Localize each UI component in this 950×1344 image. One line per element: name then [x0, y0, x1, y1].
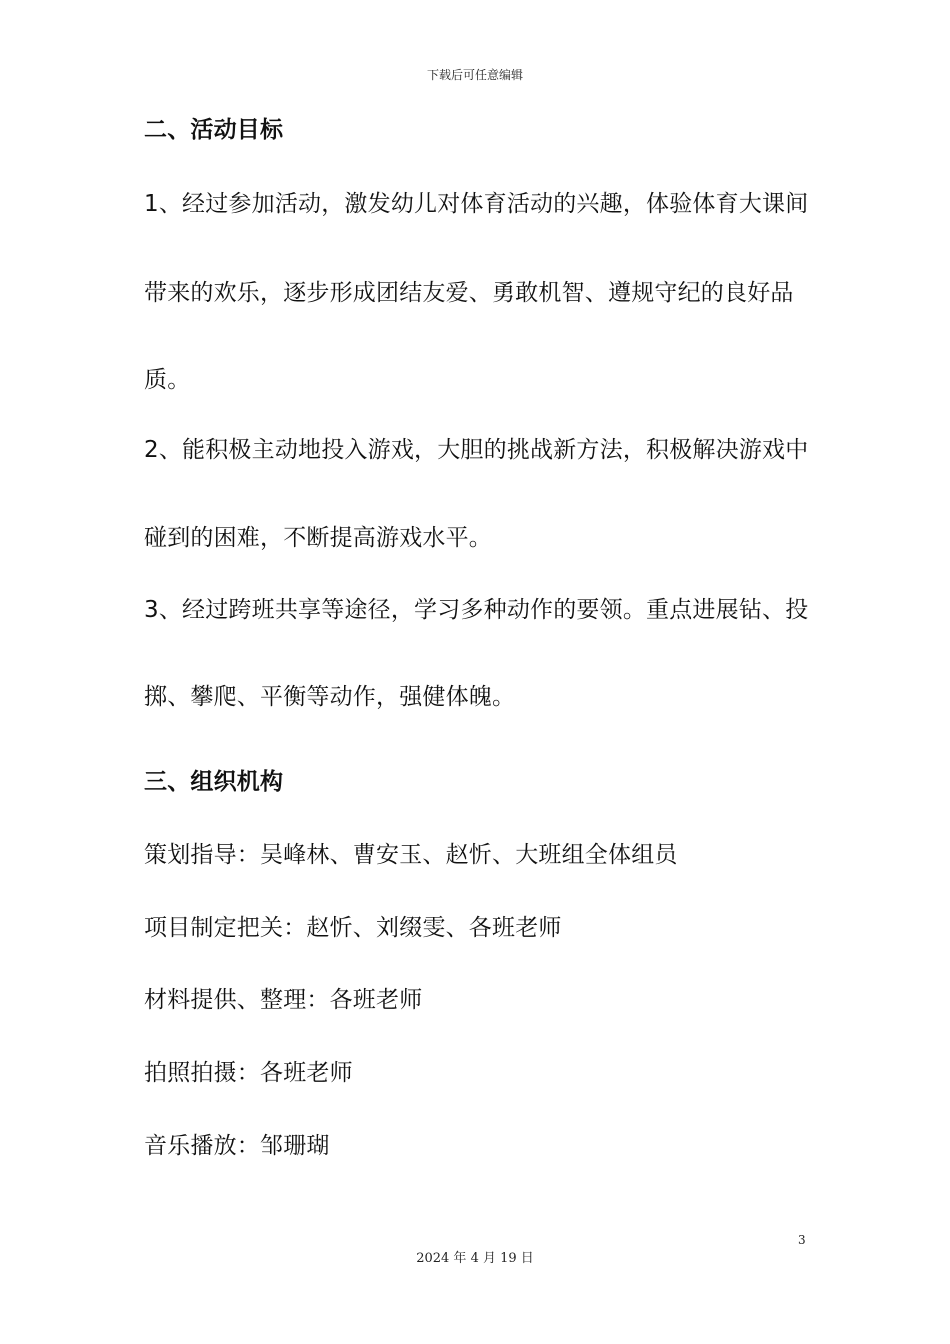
section-heading-goals: 二、活动目标: [144, 117, 284, 143]
paragraph-line: 碰到的困难，不断提高游戏水平。: [144, 525, 492, 551]
paragraph-line: 质。: [144, 367, 191, 393]
footer-date: 2024 年 4 月 19 日: [416, 1251, 534, 1266]
organization-line: 材料提供、整理：各班老师: [144, 987, 423, 1013]
section-heading-organization: 三、组织机构: [144, 769, 284, 795]
paragraph-line: 2、能积极主动地投入游戏，大胆的挑战新方法，积极解决游戏中: [144, 437, 809, 463]
paragraph-line: 掷、攀爬、平衡等动作，强健体魄。: [144, 684, 516, 710]
paragraph-line: 1、经过参加活动，激发幼儿对体育活动的兴趣，体验体育大课间: [144, 191, 809, 217]
paragraph-line: 带来的欢乐，逐步形成团结友爱、勇敢机智、遵规守纪的良好品: [144, 280, 794, 306]
organization-line: 策划指导：吴峰林、曹安玉、赵忻、大班组全体组员: [144, 842, 678, 868]
paragraph-line: 3、经过跨班共享等途径，学习多种动作的要领。重点进展钻、投: [144, 597, 809, 623]
organization-line: 项目制定把关：赵忻、刘缀雯、各班老师: [144, 915, 562, 941]
header-note: 下载后可任意编辑: [426, 68, 523, 82]
organization-line: 音乐播放：邹珊瑚: [144, 1133, 330, 1159]
organization-line: 拍照拍摄：各班老师: [144, 1060, 353, 1086]
page-number: 3: [798, 1233, 806, 1247]
